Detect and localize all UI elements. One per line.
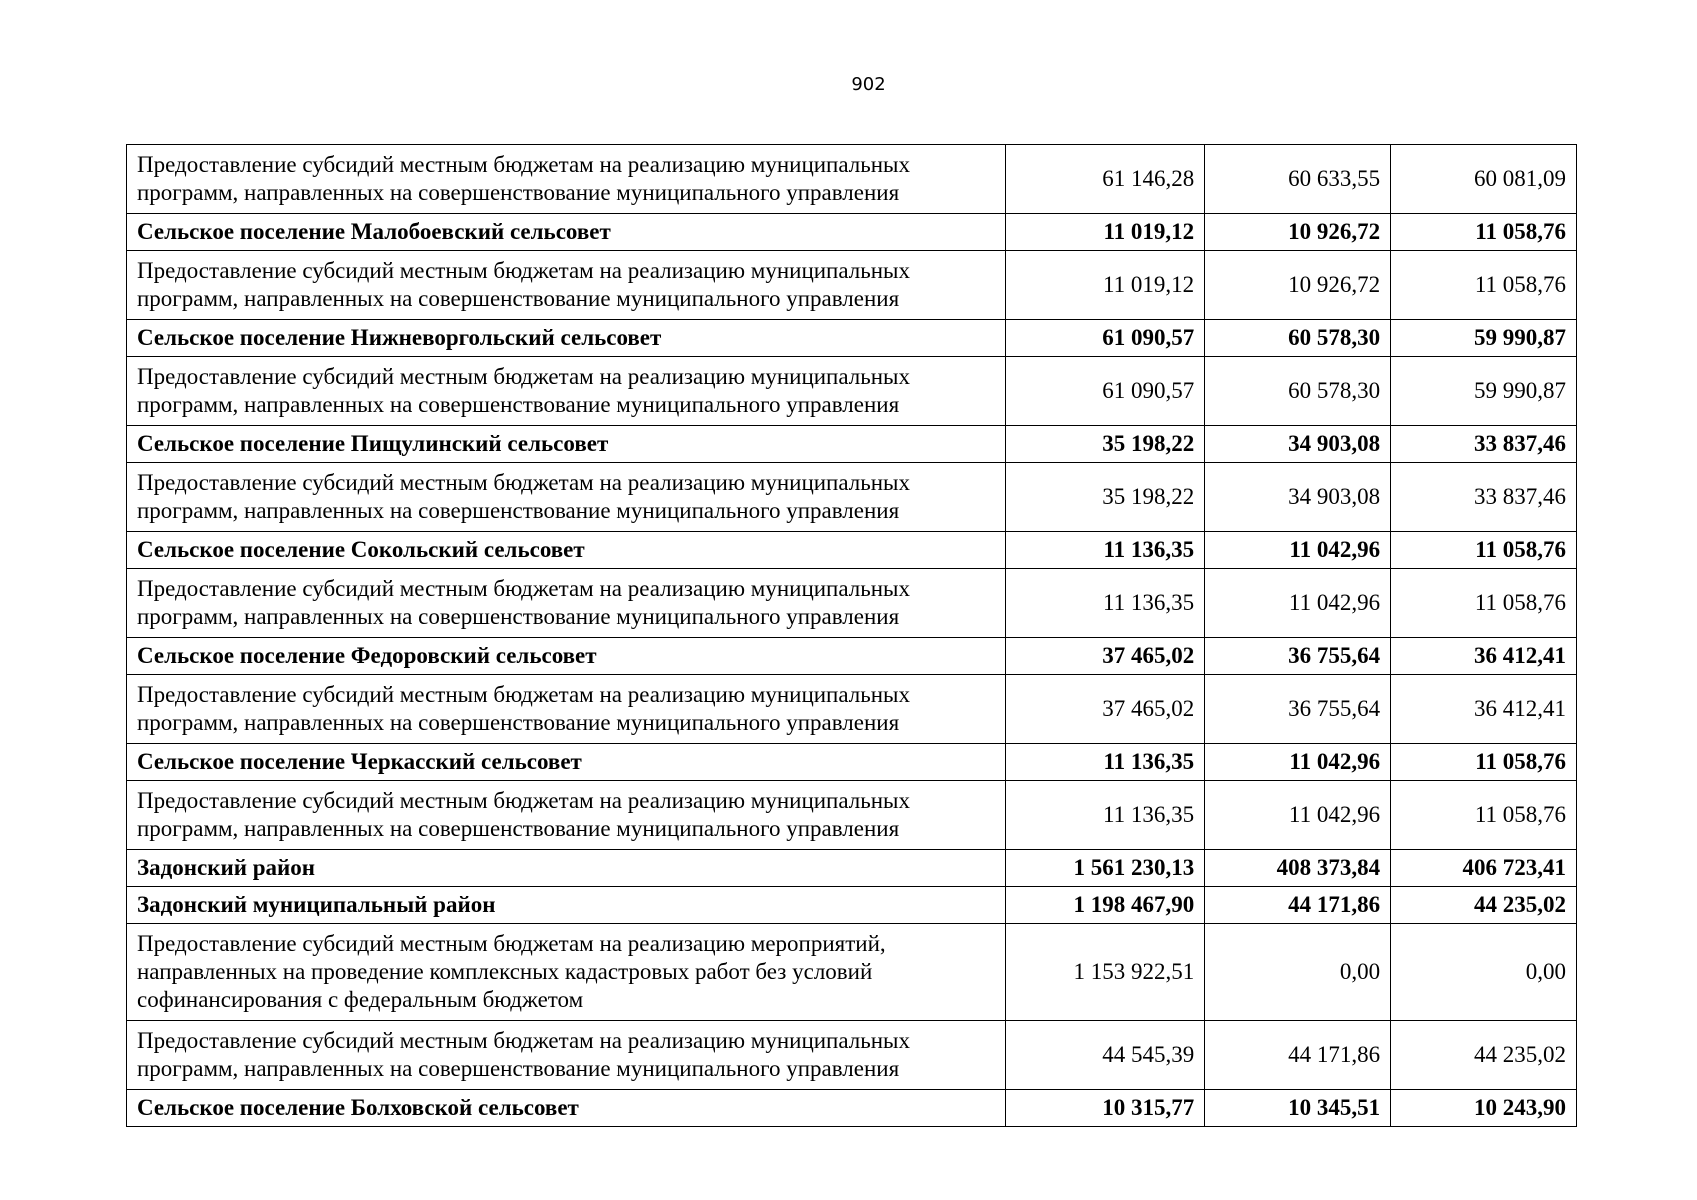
table-row — [127, 924, 1577, 1021]
row-name: Предоставление субсидий местным бюджетам на реализацию муниципальных программ, направленных на совершенствование муниципального управления — [127, 251, 1006, 320]
value-year-1: 35 198,22 — [1006, 463, 1205, 532]
row-name: Предоставление субсидий местным бюджетам на реализацию мероприятий, направленных на проведение комплексных кадастровых работ без условий софинансирования с федеральным бюджетом — [127, 924, 1006, 1021]
value-year-2: 11 042,96 — [1205, 781, 1391, 850]
value-year-1: 11 019,12 — [1006, 214, 1205, 251]
value-year-3: 44 235,02 — [1391, 1021, 1577, 1090]
value-year-3: 36 412,41 — [1391, 675, 1577, 744]
value-year-1: 35 198,22 — [1006, 426, 1205, 463]
row-name: Предоставление субсидий местным бюджетам на реализацию муниципальных программ, направленных на совершенствование муниципального управления — [127, 675, 1006, 744]
row-name: Сельское поселение Болховской сельсовет — [127, 1090, 1006, 1127]
value-year-2: 10 926,72 — [1205, 214, 1391, 251]
table-row-group — [127, 426, 1577, 463]
value-year-2: 10 926,72 — [1205, 251, 1391, 320]
table-row-group — [127, 320, 1577, 357]
value-year-3: 11 058,76 — [1391, 532, 1577, 569]
budget-table — [126, 144, 1577, 1127]
row-name: Предоставление субсидий местным бюджетам на реализацию муниципальных программ, направленных на совершенствование муниципального управления — [127, 1021, 1006, 1090]
row-name: Сельское поселение Пищулинский сельсовет — [127, 426, 1006, 463]
row-name: Предоставление субсидий местным бюджетам на реализацию муниципальных программ, направленных на совершенствование муниципального управления — [127, 781, 1006, 850]
page-number: 902 — [851, 74, 886, 95]
value-year-1: 61 090,57 — [1006, 320, 1205, 357]
value-year-3: 11 058,76 — [1391, 251, 1577, 320]
value-year-3: 11 058,76 — [1391, 744, 1577, 781]
value-year-3: 60 081,09 — [1391, 145, 1577, 214]
value-year-1: 11 136,35 — [1006, 781, 1205, 850]
value-year-2: 34 903,08 — [1205, 426, 1391, 463]
value-year-3: 11 058,76 — [1391, 569, 1577, 638]
value-year-1: 11 136,35 — [1006, 532, 1205, 569]
value-year-3: 59 990,87 — [1391, 320, 1577, 357]
value-year-3: 44 235,02 — [1391, 887, 1577, 924]
value-year-2: 11 042,96 — [1205, 532, 1391, 569]
value-year-1: 61 146,28 — [1006, 145, 1205, 214]
table-row-group — [127, 850, 1577, 887]
value-year-2: 10 345,51 — [1205, 1090, 1391, 1127]
value-year-1: 11 136,35 — [1006, 744, 1205, 781]
table-row-group — [127, 1090, 1577, 1127]
row-name: Предоставление субсидий местным бюджетам на реализацию муниципальных программ, направленных на совершенствование муниципального управления — [127, 463, 1006, 532]
value-year-1: 11 136,35 — [1006, 569, 1205, 638]
value-year-1: 37 465,02 — [1006, 638, 1205, 675]
row-name: Сельское поселение Малобоевский сельсовет — [127, 214, 1006, 251]
table-row — [127, 1021, 1577, 1090]
value-year-3: 11 058,76 — [1391, 214, 1577, 251]
table-row — [127, 251, 1577, 320]
row-name: Сельское поселение Нижневоргольский сельсовет — [127, 320, 1006, 357]
value-year-3: 59 990,87 — [1391, 357, 1577, 426]
value-year-2: 36 755,64 — [1205, 675, 1391, 744]
row-name: Предоставление субсидий местным бюджетам на реализацию муниципальных программ, направленных на совершенствование муниципального управления — [127, 145, 1006, 214]
value-year-2: 11 042,96 — [1205, 569, 1391, 638]
value-year-2: 60 578,30 — [1205, 320, 1391, 357]
value-year-2: 408 373,84 — [1205, 850, 1391, 887]
value-year-1: 61 090,57 — [1006, 357, 1205, 426]
row-name: Предоставление субсидий местным бюджетам на реализацию муниципальных программ, направленных на совершенствование муниципального управления — [127, 357, 1006, 426]
table-row — [127, 781, 1577, 850]
budget-table-body — [127, 145, 1577, 1127]
value-year-1: 44 545,39 — [1006, 1021, 1205, 1090]
value-year-1: 1 198 467,90 — [1006, 887, 1205, 924]
value-year-2: 44 171,86 — [1205, 1021, 1391, 1090]
table-row — [127, 569, 1577, 638]
row-name: Сельское поселение Черкасский сельсовет — [127, 744, 1006, 781]
value-year-3: 36 412,41 — [1391, 638, 1577, 675]
value-year-1: 10 315,77 — [1006, 1090, 1205, 1127]
value-year-2: 34 903,08 — [1205, 463, 1391, 532]
table-row-group — [127, 887, 1577, 924]
table-row-group — [127, 744, 1577, 781]
row-name: Предоставление субсидий местным бюджетам на реализацию муниципальных программ, направленных на совершенствование муниципального управления — [127, 569, 1006, 638]
value-year-1: 1 561 230,13 — [1006, 850, 1205, 887]
value-year-3: 33 837,46 — [1391, 426, 1577, 463]
value-year-1: 37 465,02 — [1006, 675, 1205, 744]
value-year-2: 60 578,30 — [1205, 357, 1391, 426]
value-year-2: 44 171,86 — [1205, 887, 1391, 924]
value-year-2: 0,00 — [1205, 924, 1391, 1021]
value-year-1: 11 019,12 — [1006, 251, 1205, 320]
value-year-2: 60 633,55 — [1205, 145, 1391, 214]
table-row-group — [127, 638, 1577, 675]
row-name: Сельское поселение Федоровский сельсовет — [127, 638, 1006, 675]
table-row — [127, 463, 1577, 532]
row-name: Задонский район — [127, 850, 1006, 887]
value-year-1: 1 153 922,51 — [1006, 924, 1205, 1021]
value-year-2: 36 755,64 — [1205, 638, 1391, 675]
value-year-2: 11 042,96 — [1205, 744, 1391, 781]
table-row-group — [127, 214, 1577, 251]
row-name: Сельское поселение Сокольский сельсовет — [127, 532, 1006, 569]
value-year-3: 406 723,41 — [1391, 850, 1577, 887]
table-row-group — [127, 532, 1577, 569]
value-year-3: 10 243,90 — [1391, 1090, 1577, 1127]
value-year-3: 11 058,76 — [1391, 781, 1577, 850]
table-row — [127, 145, 1577, 214]
row-name: Задонский муниципальный район — [127, 887, 1006, 924]
value-year-3: 33 837,46 — [1391, 463, 1577, 532]
table-row — [127, 357, 1577, 426]
value-year-3: 0,00 — [1391, 924, 1577, 1021]
table-row — [127, 675, 1577, 744]
